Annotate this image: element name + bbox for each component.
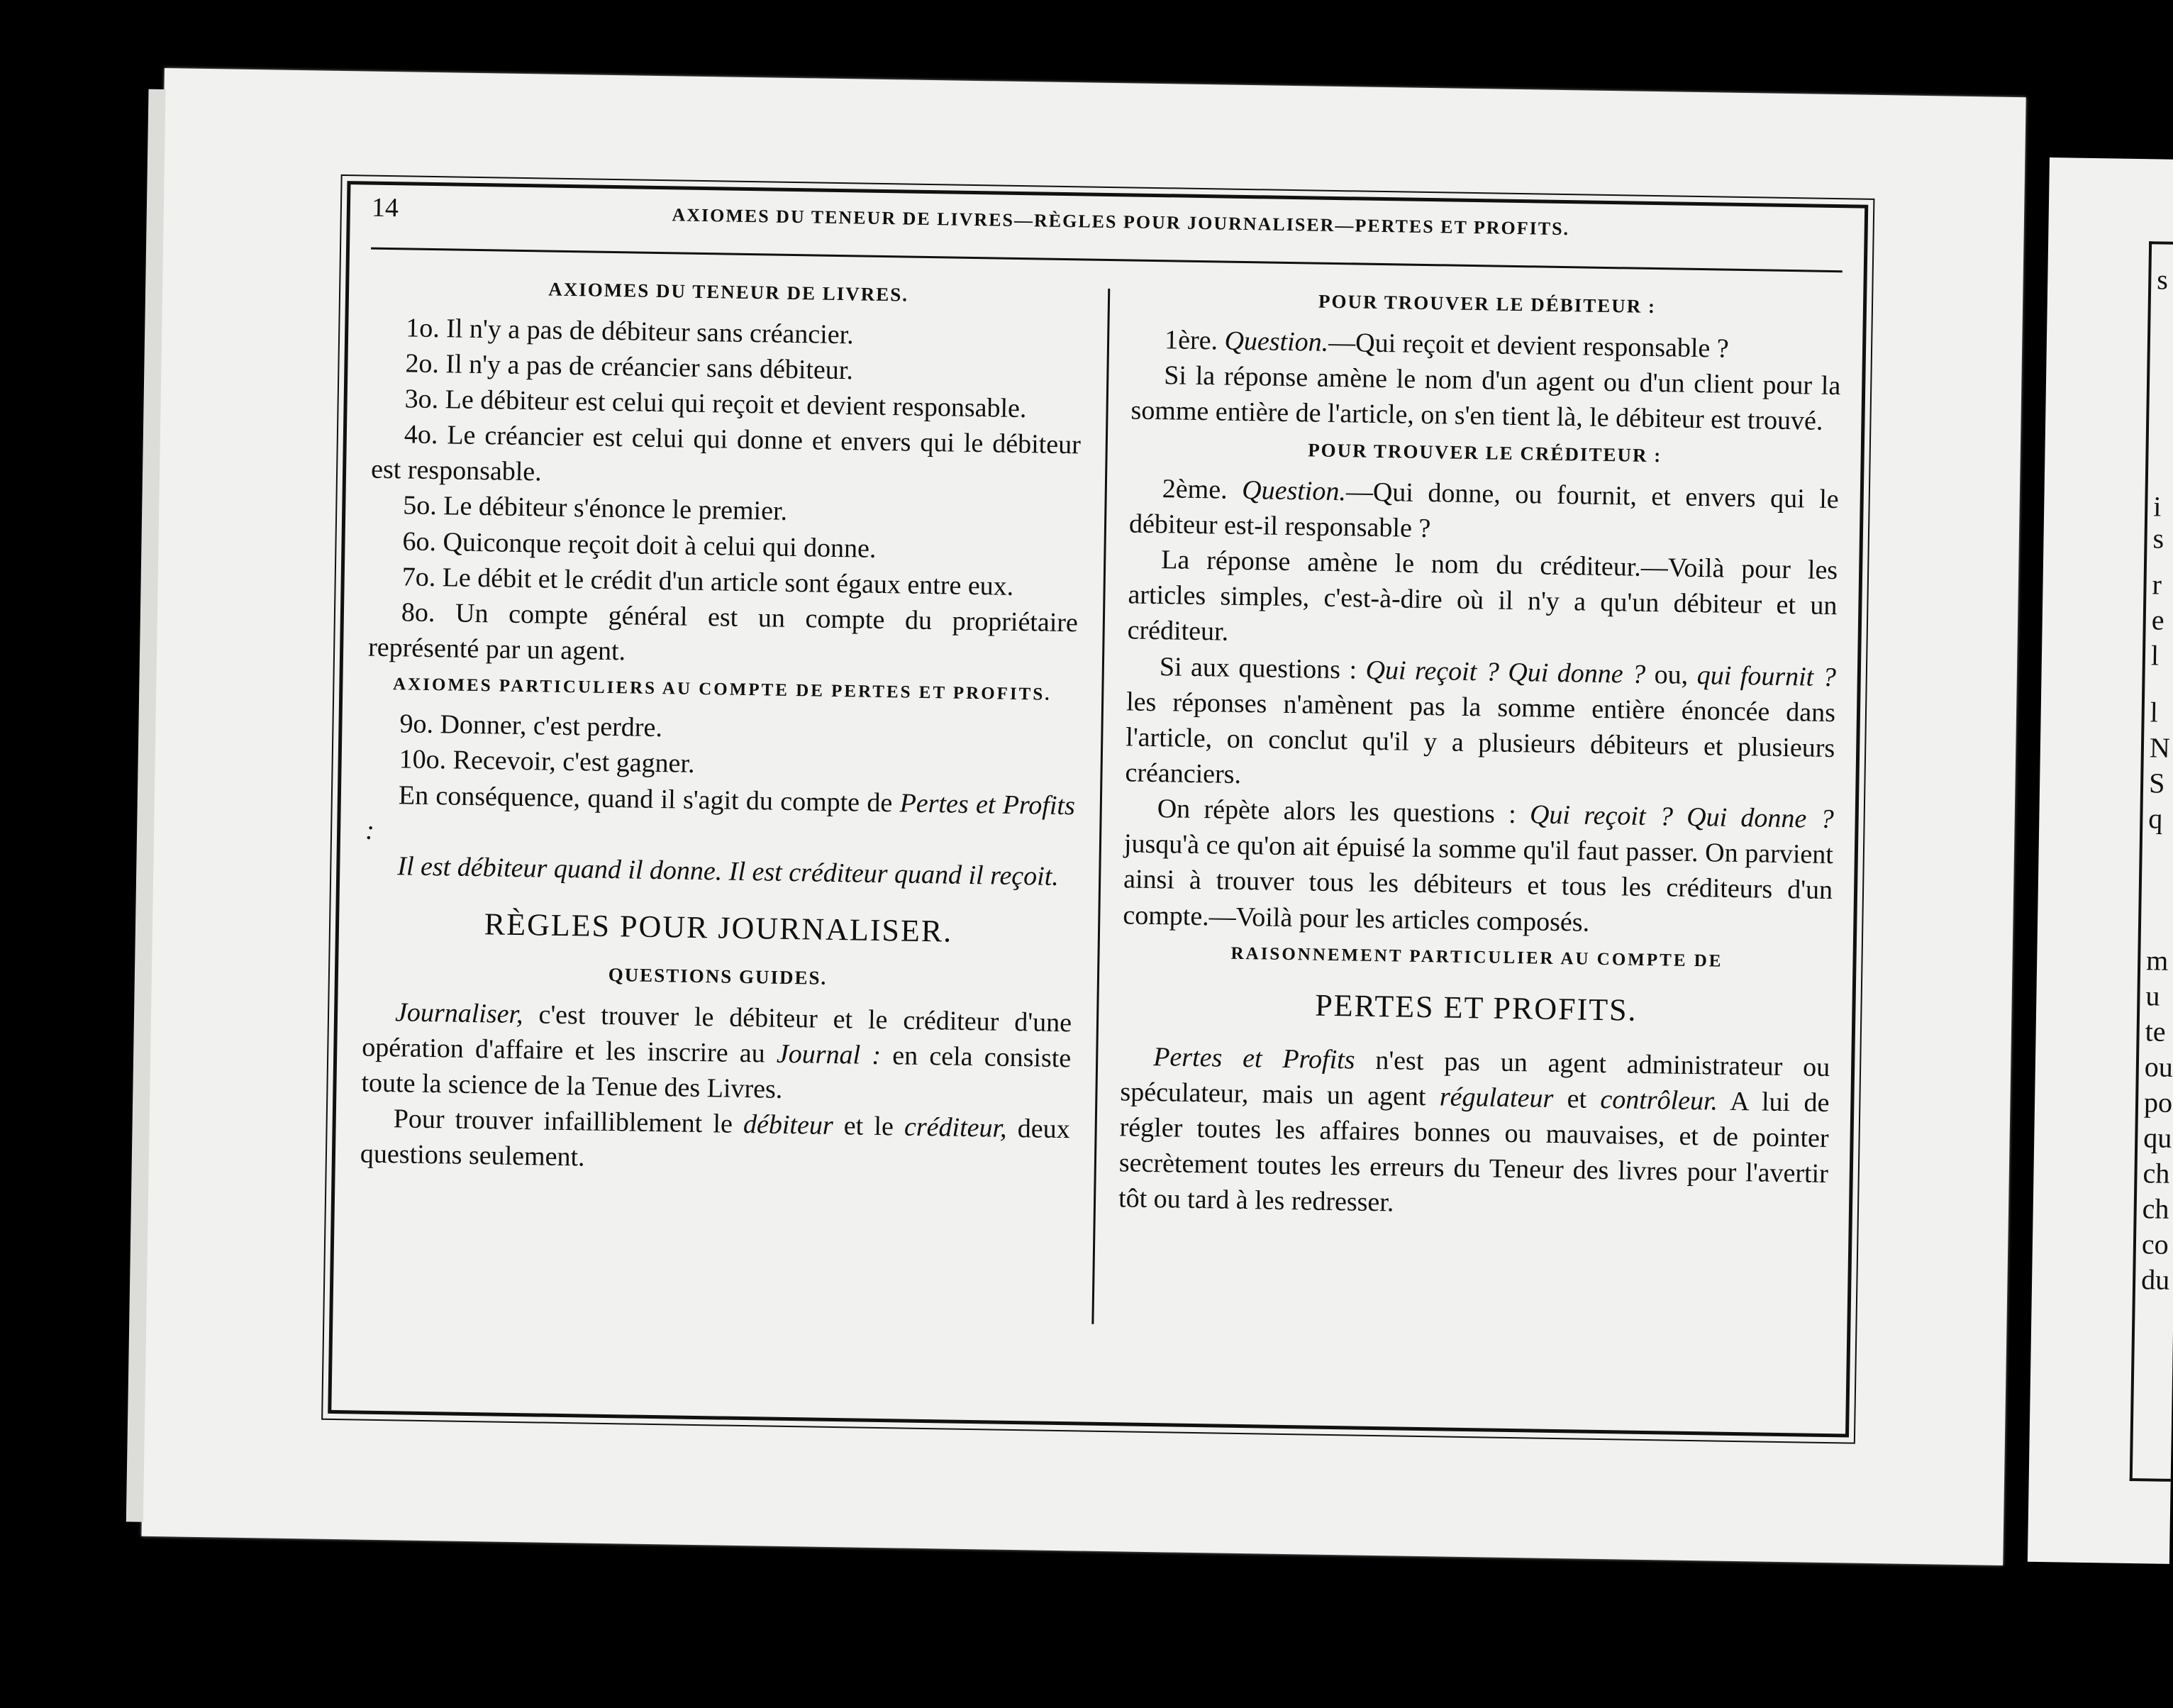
axiom-3: 3o. Le débiteur est celui qui reçoit et devient responsable. (404, 384, 1027, 424)
section-title: PERTES ET PROFITS. (1314, 987, 1638, 1028)
text-run: Si aux questions : (1159, 651, 1366, 685)
section-heading: QUESTIONS GUIDES. (608, 964, 828, 989)
adjacent-fragment: ou (2144, 1050, 2173, 1083)
adjacent-fragment: ch (2143, 1157, 2170, 1190)
section-heading: AXIOMES DU TENEUR DE LIVRES. (548, 278, 909, 306)
italic-run: Pertes et Profits (1152, 1041, 1355, 1075)
adjacent-fragment: s (2152, 522, 2164, 555)
text-run: En conséquence, quand il s'agit du compte de (398, 780, 900, 818)
text-run: A lui de régler toutes les affaires bonnes ou mauvaises, et de pointer secrètement toutes les erreurs du Teneur des livres pour l'avertir tôt ou tard à les redresser. (1118, 1086, 1830, 1218)
axiom-10: 10o. Recevoir, c'est gagner. (399, 744, 695, 780)
section-heading: AXIOMES PARTICULIERS AU COMPTE DE PERTES ET PROFITS. (392, 675, 1052, 704)
text-run: 2ème. (1162, 473, 1243, 505)
deux-questions-paragraph (360, 1101, 1070, 1183)
book-page (141, 68, 2025, 1565)
text-run: 1ère. (1164, 324, 1225, 356)
text-run: On répète alors les questions : (1157, 794, 1530, 830)
page-edge (126, 89, 166, 1522)
text-run: jusqu'à ce qu'on ait épuisé la somme qu'il faut passer. On parvient ainsi à trouver tous les débiteurs et tous les créditeurs d'un compte.—Voilà pour les articles composés. (1123, 828, 1834, 938)
pertes-profits-paragraph (1118, 1038, 1830, 1227)
italic-run: débiteur (743, 1109, 834, 1141)
axiom-8: 8o. Un compte général est un compte du propriétaire représenté par un agent. (367, 597, 1079, 667)
italic-run: qui fournit ? (1696, 660, 1837, 692)
adjacent-fragment: e (2151, 604, 2164, 636)
adjacent-fragment: q (2148, 802, 2163, 835)
adjacent-fragment: co (2141, 1228, 2169, 1260)
axiom-9: 9o. Donner, c'est perdre. (399, 709, 663, 743)
text-run: —Qui reçoit et devient responsable ? (1328, 327, 1730, 364)
adjacent-fragment: N (2149, 731, 2171, 764)
text-run: n'est pas un agent administrateur ou spéculateur, mais un agent (1120, 1045, 1830, 1112)
question-2-paragraph: La réponse amène le nom du créditeur.—Voilà pour les articles simples, c'est-à-dire où il n'y a qu'un débiteur et un créditeur. (1127, 545, 1838, 648)
axiom-6: 6o. Quiconque reçoit doit à celui qui donne. (402, 526, 877, 564)
adjacent-fragment: l (2150, 696, 2159, 728)
axiom-1: 1o. Il n'y a pas de débiteur sans créancier. (405, 313, 855, 350)
left-column (360, 267, 1084, 1183)
running-head-text: AXIOMES DU TENEUR DE LIVRES—RÈGLES POUR JOURNALISER—PERTES ET PROFITS. (672, 204, 1570, 240)
multiple-paragraph (1125, 648, 1836, 802)
adjacent-fragment: r (2152, 568, 2162, 601)
text-run: et le (833, 1111, 905, 1142)
text-run: deux questions seulement. (360, 1113, 1070, 1172)
adjacent-fragment: m (2145, 944, 2169, 977)
column-rule (1091, 289, 1110, 1324)
consequence-paragraph (365, 777, 1075, 859)
italic-run: Question. (1224, 326, 1329, 357)
adjacent-page (2028, 157, 2173, 1564)
italic-run: Qui reçoit ? Qui donne ? (1365, 655, 1646, 689)
adjacent-fragment: u (2145, 980, 2160, 1012)
adjacent-fragment: i (2152, 490, 2162, 523)
axiom-7: 7o. Le débit et le crédit d'un article sont égaux entre eux. (401, 562, 1014, 601)
adjacent-fragment: po (2143, 1086, 2173, 1119)
question-1-paragraph: Si la réponse amène le nom d'un agent ou d'un client pour la somme entière de l'article, on s'en tient là, le débiteur est trouvé. (1130, 360, 1841, 436)
text-run: Pour trouver infailliblement le (393, 1104, 744, 1140)
adjacent-page-frame (2130, 241, 2173, 1483)
axiom-5: 5o. Le débiteur s'énonce le premier. (403, 490, 788, 527)
adjacent-fragment: s (2156, 263, 2169, 296)
italic-run: régulateur (1439, 1082, 1554, 1114)
running-head (371, 192, 1843, 258)
repeat-paragraph (1123, 791, 1834, 944)
section-heading: POUR TROUVER LE DÉBITEUR : (1318, 290, 1657, 318)
right-column (1118, 279, 1843, 1227)
italic-run: Pertes et Profits : (365, 787, 1076, 845)
text-run: ou, (1645, 659, 1698, 690)
page-number: 14 (371, 192, 399, 223)
text-run: les réponses n'amènent pas la somme entière énoncée dans l'article, on conclut qu'il y a plusieurs débiteurs et plusieurs créanciers. (1125, 687, 1836, 789)
italic-run: Il est débiteur quand il donne. Il est créditeur quand il reçoit. (397, 851, 1060, 892)
italic-run: Journaliser, (394, 997, 523, 1029)
adjacent-fragment: ch (2142, 1192, 2169, 1225)
italic-run: Question. (1241, 475, 1347, 506)
text-run: en cela consiste toute la science de la Tenue des Livres. (361, 1040, 1072, 1104)
question-2 (1129, 470, 1839, 553)
section-heading: RAISONNEMENT PARTICULIER AU COMPTE DE (1230, 943, 1723, 971)
section-title: RÈGLES POUR JOURNALISER. (484, 906, 953, 949)
text-run: c'est trouver le débiteur et le créditeur d'une opération d'affaire et les inscrire au (362, 999, 1072, 1069)
journaliser-paragraph (361, 994, 1072, 1111)
italic-run: contrôleur. (1600, 1084, 1718, 1116)
text-run: et (1552, 1083, 1601, 1114)
adjacent-fragment: te (2145, 1015, 2166, 1048)
adjacent-fragment: S (2148, 767, 2165, 799)
text-run: —Qui donne, ou fournit, et envers qui le débiteur est-il responsable ? (1128, 476, 1840, 543)
adjacent-fragment: qu (2143, 1121, 2172, 1154)
italic-run: Journal : (776, 1038, 882, 1070)
section-heading: POUR TROUVER LE CRÉDITEUR : (1307, 439, 1662, 467)
adjacent-fragment: du (2140, 1263, 2170, 1296)
italic-run: Qui reçoit ? Qui donne ? (1529, 799, 1834, 835)
axiom-4: 4o. Le créancier est celui qui donne et envers qui le débiteur est responsable. (370, 419, 1082, 487)
italic-run: créditeur, (904, 1111, 1007, 1143)
axiom-2: 2o. Il n'y a pas de créancier sans débiteur. (405, 348, 854, 386)
page-frame (328, 181, 1868, 1437)
adjacent-fragment: l (2150, 639, 2160, 672)
